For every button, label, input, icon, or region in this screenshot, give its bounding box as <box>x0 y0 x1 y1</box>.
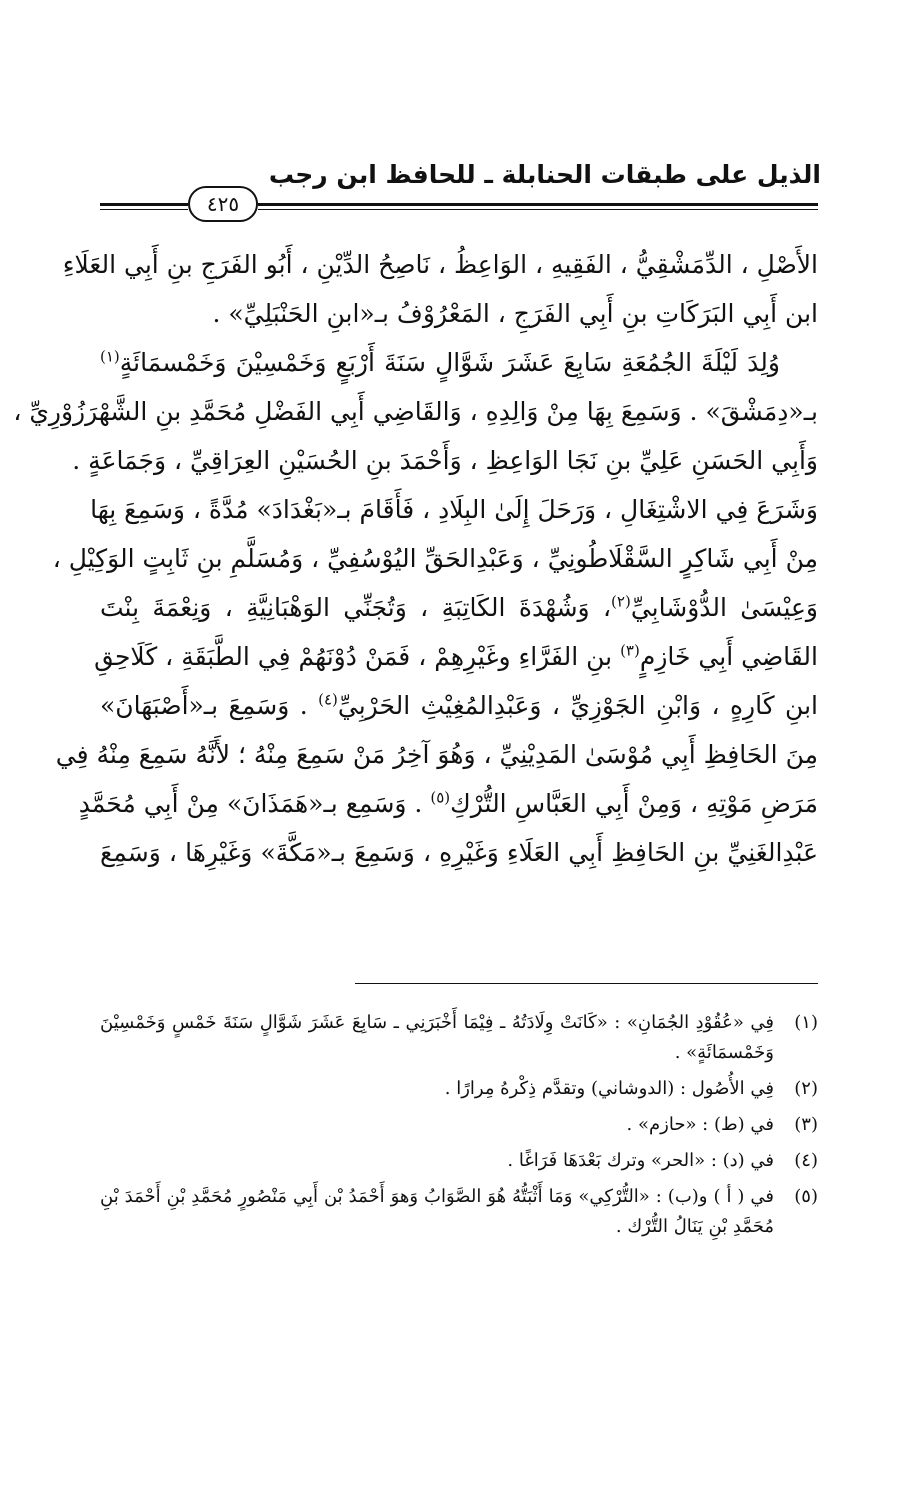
footnote-ref[interactable]: (٣) <box>620 641 640 660</box>
text-segment: مَرَضِ مَوْتِهِ ، وَمِنْ أَبِي العَبَّاسِ التُّرْكِ <box>450 789 818 818</box>
text-segment: . وَسَمِع بـ«هَمَذَانَ» مِنْ أَبِي مُحَمَّدٍ <box>78 789 423 818</box>
footnotes <box>100 1008 818 1248</box>
footnote-text: فِي «عُقُوْدِ الجُمَانِ» : «كَانَتْ وِلَادَتُهُ ـ فِيْمَا أَخْبَرَنِي ـ سَابِعَ عَشَرَ شَوَّالٍ سَنَةَ خَمْسٍ وَخَمْسِيْنَ وَخَمْسمَائَةٍ» . <box>100 1012 774 1063</box>
main-text <box>13 240 818 877</box>
text-line: ابن أَبِي البَرَكَاتِ بنِ أَبِي الفَرَجِ ، المَعْرُوْفُ بـ«ابنِ الحَنْبَلِيِّ» . <box>212 299 818 328</box>
header-rule-right <box>258 203 818 210</box>
footnote-text: في ( أ ) و(ب) : «التُّرْكِي» وَمَا أَثْبَتُّهُ هُوَ الصَّوَابُ وَهوَ أَحْمَدُ بْن أَبِي مَنْصُورٍ مُحَمَّدِ بْنِ أَحْمَدَ بْنِ مُحَمَّدِ بْنِ يَنَالُ التُّرْك . <box>100 1186 774 1237</box>
text-line <box>100 681 818 730</box>
page-number: ٤٢٥ <box>188 186 258 222</box>
footnote <box>100 1008 818 1068</box>
text-segment: . وَسَمِعَ بـ«أَصْبَهَانَ» <box>100 691 308 720</box>
footnote <box>100 1146 818 1176</box>
text-segment: القَاضِي أَبِي خَازِمٍ <box>639 642 818 671</box>
header-rule-left <box>100 203 188 210</box>
text-line: بـ«دِمَشْقَ» . وَسَمِعَ بِهَا مِنْ وَالِدِهِ ، وَالقَاضِي أَبِي الفَضْلِ مُحَمَّدِ بنِ الشَّهْرَزُوْرِيِّ ، <box>13 397 818 426</box>
footnote-ref[interactable]: (٢) <box>611 592 631 611</box>
footnote-number: (٣) <box>794 1114 818 1135</box>
footnote <box>100 1110 818 1140</box>
footnote-ref[interactable]: (١) <box>100 347 120 366</box>
footnote-text: فِي الأُصُول : (الدوشاني) وتقدَّم ذِكْرهُ مِرارًا . <box>444 1078 774 1099</box>
footnote-ref[interactable]: (٤) <box>318 690 338 709</box>
text-segment: ابنِ كَارِهٍ ، وَابْنِ الجَوْزِيِّ ، وَعَبْدِالمُغِيْثِ الحَرْبِيِّ <box>337 691 818 720</box>
footnote <box>100 1074 818 1104</box>
text-line: مِنْ أَبِي شَاكِرٍ السَّقْلَاطُونِيِّ ، وَعَبْدِالحَقِّ اليُوْسُفِيِّ ، وَمُسَلَّمِ بنِ ثَابِتٍ الوَكِيْلِ ، <box>52 544 818 573</box>
text-line <box>100 583 818 632</box>
footnote-number: (٢) <box>794 1078 818 1099</box>
text-segment: ، وَشُهْدَةَ الكَاتِبَةِ ، وَتُجَنِّي الوَهْبَانِيَّةِ ، وَنِعْمَةَ بِنْتَ <box>100 593 612 622</box>
footnote-ref[interactable]: (٥) <box>430 788 451 807</box>
text-segment: وَعِيْسَىٰ الدُّوْشَابِيِّ <box>630 593 818 622</box>
text-line <box>78 779 818 828</box>
text-line: عَبْدِالغَنِيِّ بنِ الحَافِظِ أَبِي العَلَاءِ وَغَيْرِهِ ، وَسَمِعَ بـ«مَكَّةَ» وَغَيْرِهَا ، وَسَمِعَ <box>100 838 818 867</box>
footnote-number: (٥) <box>794 1186 818 1207</box>
footnote-number: (١) <box>794 1012 818 1033</box>
running-title: الذيل على طبقات الحنابلة ـ للحافظ ابن رجب <box>268 160 821 189</box>
text-line: وَأَبِي الحَسَنِ عَلِيِّ بنِ نَجَا الوَاعِظِ ، وَأَحْمَدَ بنِ الحُسَيْنِ العِرَاقِيِّ ، وَجَمَاعَةٍ . <box>72 446 818 475</box>
footnote-number: (٤) <box>794 1150 818 1171</box>
text-segment: بنِ الفَرَّاءِ وغَيْرِهِمْ ، فَمَنْ دُوْنَهُمْ فِي الطَّبَقَةِ ، كَلَاحِقِ <box>94 642 613 671</box>
text-line <box>94 632 818 681</box>
footnote-text: في (ط) : «حازم» . <box>626 1114 774 1135</box>
text-line: الأَصْلِ ، الدِّمَشْقِيُّ ، الفَقِيهِ ، الوَاعِظُ ، نَاصِحُ الدِّيْنِ ، أَبُو الفَرَجِ بنِ أَبِي العَلَاءِ <box>62 250 818 279</box>
footnote-divider <box>355 983 818 984</box>
text-line <box>100 338 818 387</box>
footnote-text: في (د) : «الحر» وترك بَعْدَهَا فَرَاغًا . <box>507 1150 774 1171</box>
text-segment: وُلِدَ لَيْلَةَ الجُمُعَةِ سَابِعَ عَشَرَ شَوَّالٍ سَنَةَ أَرْبَعٍ وَخَمْسِيْنَ وَخَمْسمَائَةٍ <box>119 348 780 377</box>
text-line: وَشَرَعَ فِي الاشْتِغَالِ ، وَرَحَلَ إِلَىٰ البِلَادِ ، فَأَقَامَ بـ«بَغْدَادَ» مُدَّةً ، وَسَمِعَ بِهَا <box>90 495 818 524</box>
text-line: مِنَ الحَافِظِ أَبِي مُوْسَىٰ المَدِيْنِيِّ ، وَهُوَ آخِرُ مَنْ سَمِعَ مِنْهُ ؛ لأَنَّهُ سَمِعَ مِنْهُ فِي <box>55 740 818 769</box>
footnote <box>100 1182 818 1242</box>
